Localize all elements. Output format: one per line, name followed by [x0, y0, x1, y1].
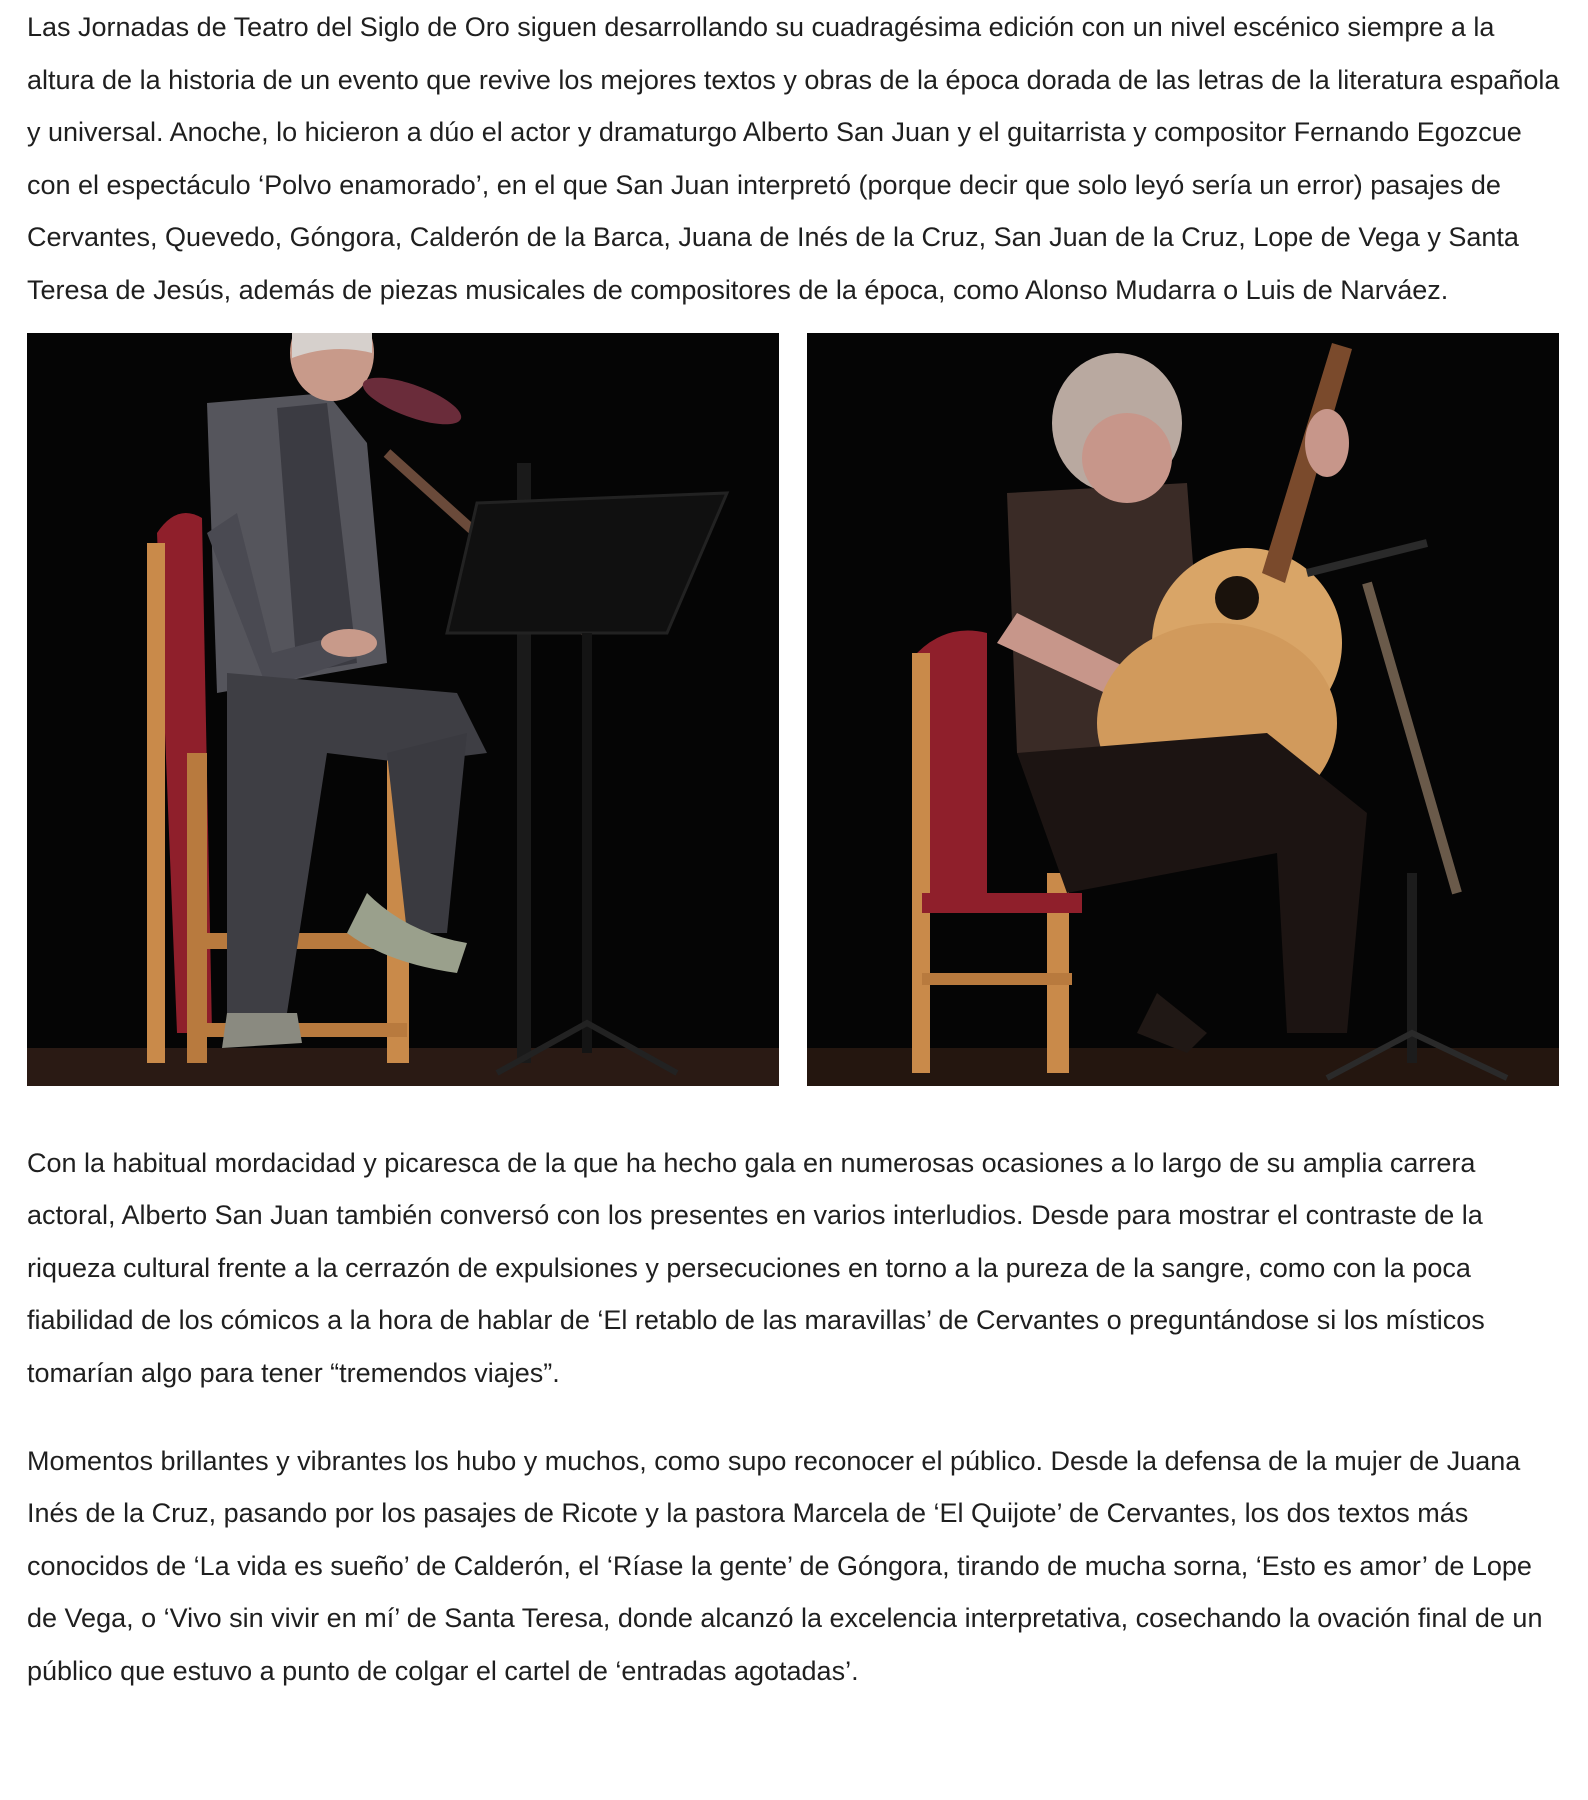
guitarist-illustration — [807, 333, 1559, 1086]
actor-illustration — [27, 333, 779, 1086]
article-body — [27, 0, 1567, 1698]
article-paragraph-conversation: Con la habitual mordacidad y picaresca de la que ha hecho gala en numerosas ocasiones a lo largo de su amplia carrera actoral, Alberto San Juan también conversó con los presentes en varios interludios. Desde para mostrar el contraste de la riqueza cultural frente a la cerrazón de expulsiones y persecuciones en torno a la pureza de la sangre, como con la poca fiabilidad de los cómicos a la hora de hablar de ‘El retablo de las maravillas’ de Cervantes o preguntándose si los místicos tomarían algo para tener “tremendos viajes”. — [27, 1147, 1485, 1388]
photo-gallery — [27, 333, 1567, 1086]
photo-guitarist-performing[interactable] — [807, 333, 1559, 1086]
article-paragraph-highlights: Momentos brillantes y vibrantes los hubo y muchos, como supo reconocer el público. Desde la defensa de la mujer de Juana Inés de la Cruz, pasando por los pasajes de Ricote y la pastora Marcela de ‘El Quijote’ de Cervantes, los dos textos más conocidos de ‘La vida es sueño’ de Calderón, el ‘Ríase la gente’ de Góngora, tirando de mucha sorna, ‘Esto es amor’ de Lope de Vega, o ‘Vivo sin vivir en mí’ de Santa Teresa, donde alcanzó la excelencia interpretativa, cosechando la ovación final de un público que estuvo a punto de colgar el cartel de ‘entradas agotadas’. — [27, 1445, 1543, 1686]
article-paragraph-intro: Las Jornadas de Teatro del Siglo de Oro siguen desarrollando su cuadragésima edición con un nivel escénico siempre a la altura de la historia de un evento que revive los mejores textos y obras de la época dorada de las letras de la literatura española y universal. Anoche, lo hicieron a dúo el actor y dramaturgo Alberto San Juan y el guitarrista y compositor Fernando Egozcue con el espectáculo ‘Polvo enamorado’, en el que San Juan interpretó (porque decir que solo leyó sería un error) pasajes de Cervantes, Quevedo, Góngora, Calderón de la Barca, Juana de Inés de la Cruz, San Juan de la Cruz, Lope de Vega y Santa Teresa de Jesús, además de piezas musicales de compositores de la época, como Alonso Mudarra o Luis de Narváez. — [27, 12, 1560, 305]
photo-actor-reading[interactable] — [27, 333, 779, 1086]
